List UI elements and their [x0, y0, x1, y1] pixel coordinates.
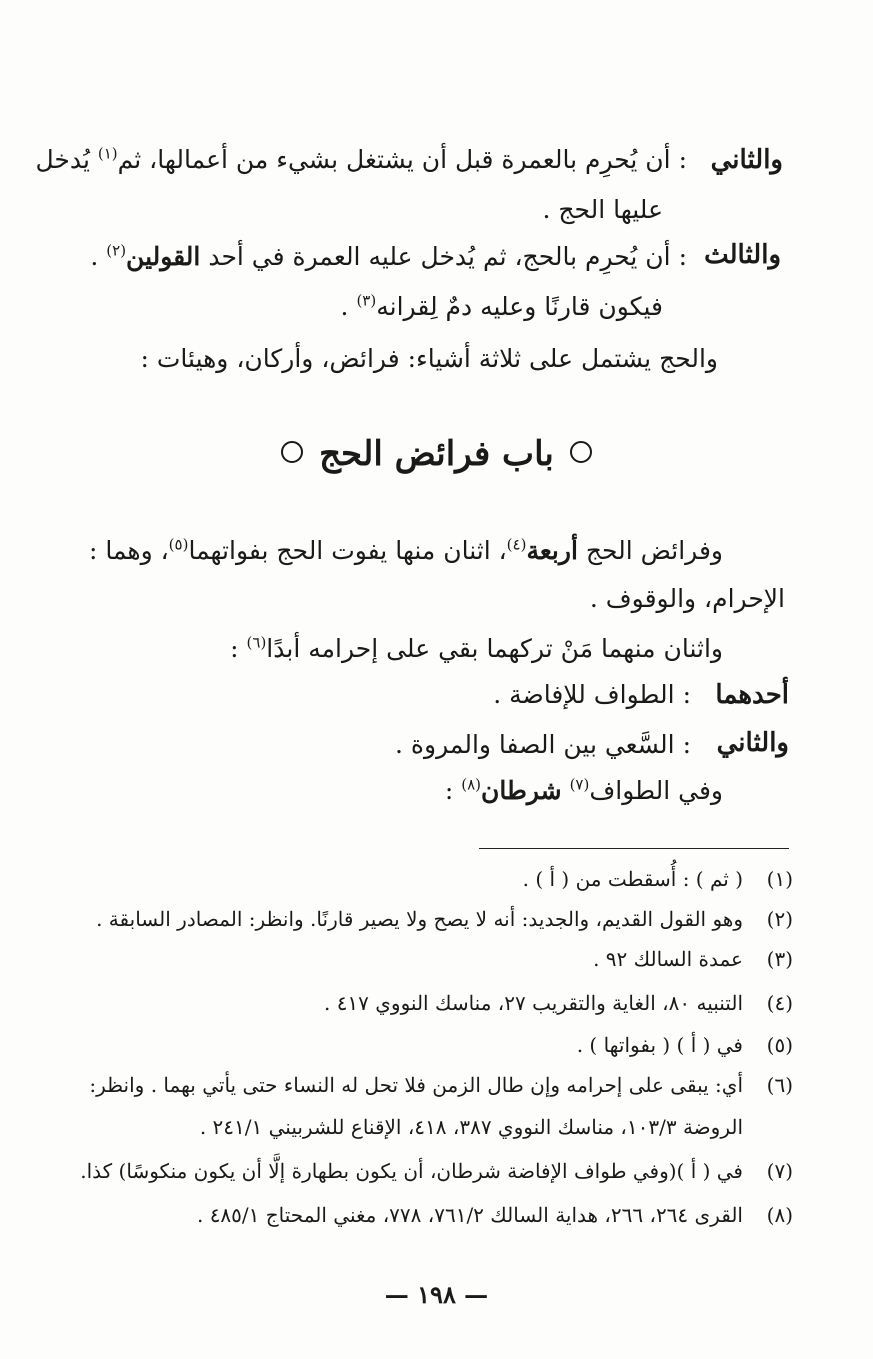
- p4-text-b: ، اثنان منها يفوت الحج بفواتهما: [188, 536, 507, 565]
- term-second-of-two: والثاني: [716, 728, 789, 758]
- term-first-of-two: أحدهما: [715, 680, 789, 710]
- section-heading: [0, 432, 873, 476]
- footnote-number: (٨): [766, 1203, 793, 1227]
- footnote-text: القرى ٢٦٤، ٢٦٦، هداية السالك ٧٦١/٢، ٧٧٨، مغني المحتاج ٤٨٥/١ .: [196, 1203, 743, 1227]
- footnote-3: [0, 944, 873, 974]
- footnote-text: الروضة ١٠٣/٣، مناسك النووي ٣٨٧، ٤١٨، الإقناع للشربيني ٢٤١/١ .: [199, 1115, 743, 1139]
- footnote-text: وهو القول القديم، والجديد: أنه لا يصح ولا يصير قارنًا. وانظر: المصادر السابقة .: [96, 907, 743, 931]
- p2-text-end: .: [90, 242, 99, 271]
- footnote-8: [0, 1200, 873, 1230]
- footnote-ref-5: (٥): [168, 535, 189, 554]
- p6-line: [493, 678, 691, 712]
- p2-line2-text: فيكون قارنًا وعليه دمٌ لِقرانه: [376, 292, 663, 321]
- p4-text-bold: أربعة: [526, 536, 578, 565]
- footnote-ref-7: (٧): [569, 775, 590, 794]
- p1-text-a: أن يُحرِم بالعمرة قبل أن يشتغل بشيء من أعمالها، ثم: [117, 145, 671, 174]
- heading-text: باب فرائض الحج: [319, 434, 554, 474]
- p2-text-bold: القولين: [126, 242, 201, 271]
- p4-text-a: وفرائض الحج: [585, 536, 723, 565]
- p6-text: الطواف للإفاضة .: [493, 680, 675, 709]
- separator-colon: :: [682, 680, 691, 709]
- footnote-text: عمدة السالك ٩٢ .: [593, 947, 743, 971]
- footnote-number: (٣): [766, 947, 793, 971]
- p1-line2: عليها الحج .: [542, 195, 663, 224]
- p7-line: [395, 728, 691, 762]
- circle-ornament-icon: [281, 441, 303, 463]
- p5-text: واثنان منهما مَنْ تركهما بقي على إحرامه أبدًا: [266, 634, 723, 663]
- footnote-5: [0, 1030, 873, 1060]
- footnote-text: أي: يبقى على إحرامه وإن طال الزمن فلا تحل له النساء حتى يأتي بهما . وانظر:: [89, 1073, 743, 1097]
- footnote-ref-8: (٨): [461, 775, 481, 794]
- footnote-4: [0, 988, 873, 1018]
- p8-line: [445, 774, 723, 808]
- p5-line: [230, 632, 723, 666]
- p8-end: :: [444, 776, 454, 805]
- p2-line2-end: .: [340, 292, 349, 321]
- footnote-ref-6: (٦): [246, 633, 267, 652]
- footnote-2: [0, 904, 873, 934]
- p1-text-b: يُدخل: [35, 145, 90, 174]
- circle-ornament-icon: [570, 441, 592, 463]
- term-second: والثاني: [710, 145, 783, 175]
- footnote-number: (٤): [766, 991, 793, 1015]
- term-third: والثالث: [704, 240, 781, 270]
- footnote-1: [0, 864, 873, 894]
- p1-line1: [35, 143, 687, 177]
- separator-colon: :: [678, 145, 687, 174]
- footnote-7: [0, 1156, 873, 1186]
- footnote-6: [0, 1070, 873, 1100]
- footnote-number: (١): [766, 867, 793, 891]
- p5-end: :: [230, 634, 239, 663]
- p8-text-a: وفي الطواف: [589, 776, 723, 805]
- footnote-text: في ( أ ) ( بفواتها ) .: [576, 1033, 743, 1057]
- footnote-ref-3: (٣): [356, 291, 377, 310]
- footnote-number: (٦): [766, 1073, 793, 1097]
- footnote-ref-2: (٢): [106, 241, 127, 260]
- footnote-ref-4: (٤): [506, 535, 527, 554]
- footnote-text: في ( أ )(وفي طواف الإفاضة شرطان، أن يكون بطهارة إلَّا أن يكون منكوسًا) كذا.: [80, 1159, 743, 1183]
- p4-line2: الإحرام، والوقوف .: [589, 584, 785, 613]
- p2-line1: [90, 240, 687, 274]
- page-number: — ١٩٨ —: [384, 1280, 489, 1309]
- separator-colon: :: [678, 242, 687, 271]
- footnote-ref-1: (١): [97, 144, 118, 163]
- footnote-text: التنبيه ٨٠، الغاية والتقريب ٢٧، مناسك النووي ٤١٧ .: [323, 991, 743, 1015]
- footnote-text: ( ثم ) : أُسقطت من ( أ ) .: [522, 867, 743, 891]
- p7-text: السَّعي بين الصفا والمروة .: [395, 730, 675, 759]
- separator-colon: :: [682, 730, 691, 759]
- footnote-number: (٧): [766, 1159, 793, 1183]
- footnote-6-cont: [0, 1112, 873, 1142]
- footnote-number: (٢): [766, 907, 793, 931]
- p4-text-c: ، وهما :: [88, 536, 169, 565]
- p3-line: والحج يشتمل على ثلاثة أشياء: فرائض، وأركان، وهيئات :: [140, 344, 718, 373]
- p2-text-a: أن يُحرِم بالحج، ثم يُدخل عليه العمرة في أحد: [208, 242, 671, 271]
- p2-line2: [341, 290, 663, 324]
- p4-line1: [89, 534, 723, 568]
- footnote-number: (٥): [766, 1033, 793, 1057]
- p8-text-bold: شرطان: [480, 776, 562, 805]
- footnote-divider: [479, 848, 789, 849]
